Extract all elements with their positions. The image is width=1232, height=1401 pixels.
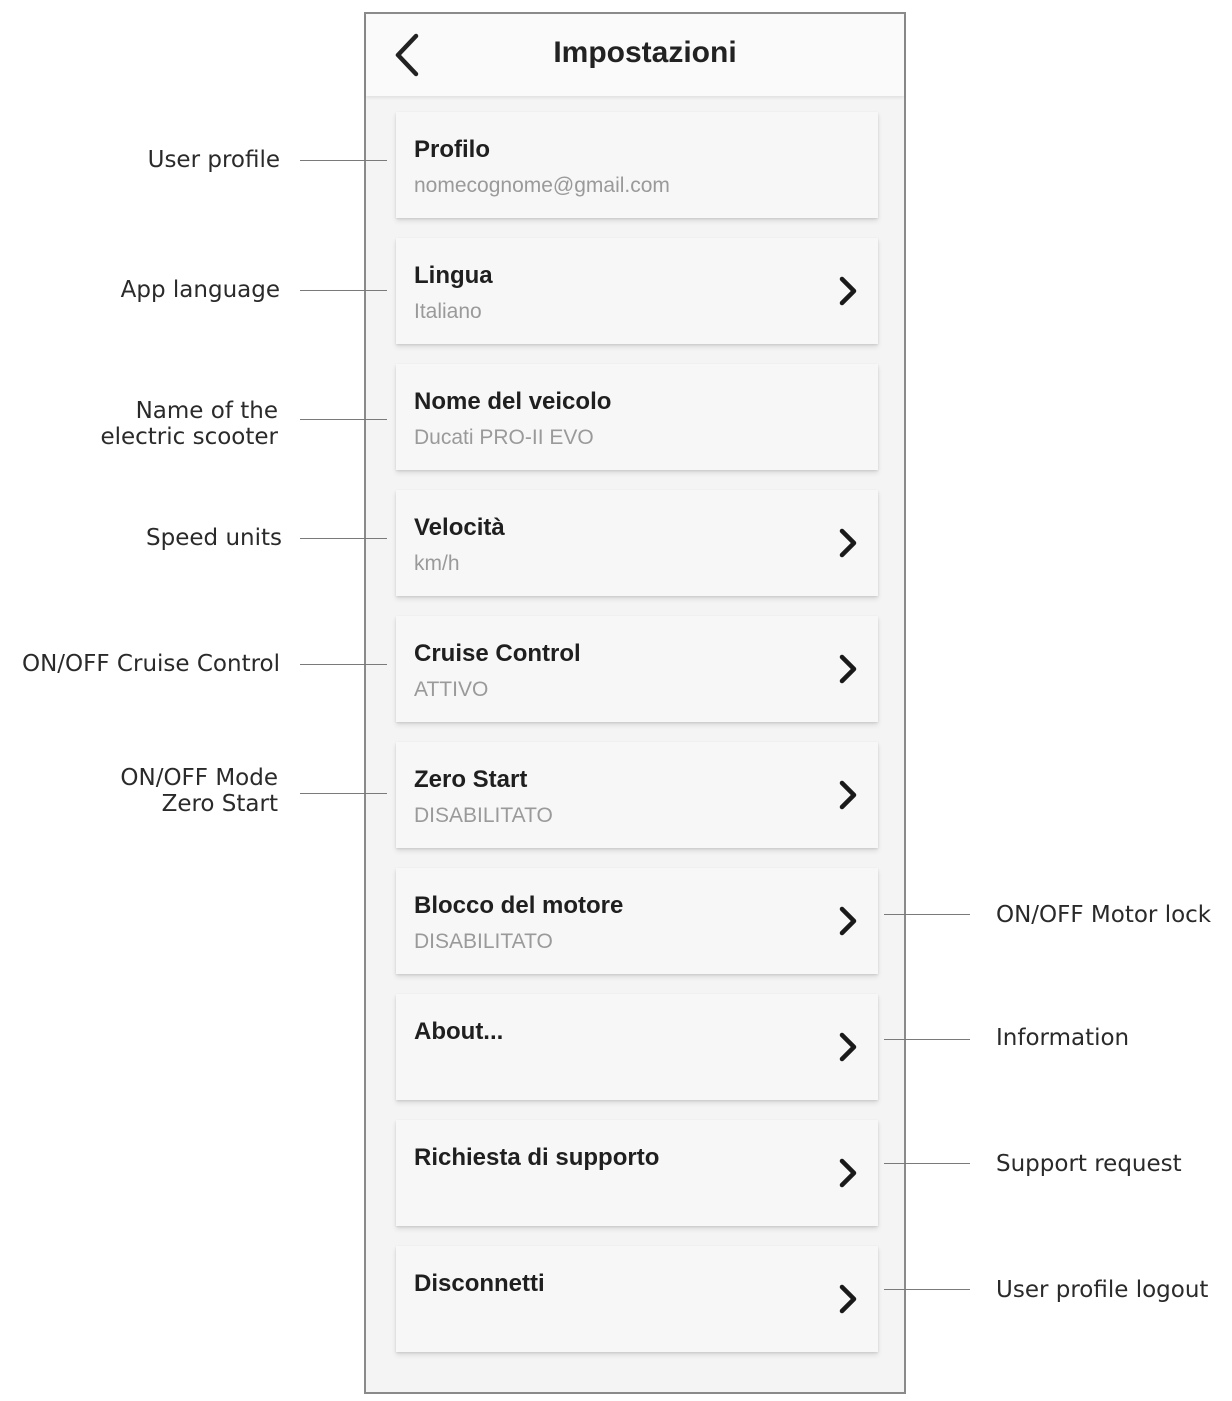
settings-item-value: km/h — [414, 552, 460, 575]
leader-line — [884, 1289, 970, 1290]
leader-line — [300, 664, 387, 665]
settings-item-title: Disconnetti — [414, 1270, 545, 1297]
page-title: Impostazioni — [553, 36, 737, 69]
settings-item-profile[interactable] — [396, 112, 878, 218]
settings-item-value: Italiano — [414, 300, 482, 323]
annotation-text: Information — [996, 1025, 1130, 1051]
settings-item-title: Zero Start — [414, 766, 528, 793]
annotation-support-request — [996, 1151, 1182, 1177]
settings-item-value: DISABILITATO — [414, 930, 553, 953]
settings-item-title: Cruise Control — [414, 640, 581, 667]
annotation-speed-units — [146, 525, 282, 551]
settings-item-value: ATTIVO — [414, 678, 489, 701]
settings-item-cruise-control[interactable] — [396, 616, 878, 722]
settings-item-title: Velocità — [414, 514, 505, 541]
settings-item-motor-lock[interactable] — [396, 868, 878, 974]
annotation-text: User profile — [147, 147, 280, 173]
leader-line — [300, 793, 387, 794]
settings-item-title: About... — [414, 1018, 504, 1045]
settings-item-title: Blocco del motore — [414, 892, 624, 919]
annotation-motor-lock — [996, 902, 1211, 928]
chevron-right-icon — [838, 905, 858, 937]
annotation-profile-logout — [996, 1277, 1208, 1303]
leader-line — [884, 1163, 970, 1164]
leader-line — [300, 419, 387, 420]
settings-item-language[interactable] — [396, 238, 878, 344]
annotation-user-profile — [148, 147, 280, 173]
annotation-text: electric scooter — [100, 424, 278, 450]
chevron-right-icon — [838, 779, 858, 811]
annotation-vehicle-name — [100, 398, 278, 450]
annotation-text: ON/OFF Mode — [120, 765, 278, 791]
settings-item-value: Ducati PRO-II EVO — [414, 426, 594, 449]
annotation-text: Support request — [996, 1151, 1182, 1177]
chevron-right-icon — [838, 1157, 858, 1189]
settings-item-zero-start[interactable] — [396, 742, 878, 848]
chevron-right-icon — [838, 1283, 858, 1315]
settings-item-support-request[interactable] — [396, 1120, 878, 1226]
settings-item-vehicle-name[interactable] — [396, 364, 878, 470]
settings-item-disconnect[interactable] — [396, 1246, 878, 1352]
chevron-right-icon — [838, 653, 858, 685]
settings-item-title: Nome del veicolo — [414, 388, 612, 415]
settings-item-speed[interactable] — [396, 490, 878, 596]
annotation-text: Zero Start — [161, 791, 278, 817]
annotation-text: App language — [120, 277, 280, 303]
chevron-right-icon — [838, 527, 858, 559]
chevron-right-icon — [838, 275, 858, 307]
annotation-text: ON/OFF Motor lock — [996, 902, 1212, 928]
leader-line — [300, 290, 387, 291]
settings-item-value: nomecognome@gmail.com — [414, 174, 670, 197]
chevron-right-icon — [838, 1031, 858, 1063]
annotation-text: User profile logout — [996, 1277, 1209, 1303]
settings-item-title: Lingua — [414, 262, 493, 289]
annotation-zero-start — [120, 765, 278, 817]
settings-item-title: Richiesta di supporto — [414, 1144, 660, 1171]
leader-line — [884, 914, 970, 915]
settings-item-title: Profilo — [414, 136, 490, 163]
annotation-information — [996, 1025, 1129, 1051]
settings-item-value: DISABILITATO — [414, 804, 553, 827]
settings-item-about[interactable] — [396, 994, 878, 1100]
leader-line — [300, 538, 387, 539]
annotation-text: Name of the — [135, 398, 278, 424]
annotation-text: ON/OFF Cruise Control — [22, 651, 280, 677]
phone-screen — [364, 12, 906, 1394]
annotation-text: Speed units — [146, 525, 282, 551]
annotation-cruise-control — [22, 651, 280, 677]
app-header — [366, 14, 904, 96]
leader-line — [884, 1039, 970, 1040]
annotation-app-language — [121, 277, 280, 303]
leader-line — [300, 160, 387, 161]
